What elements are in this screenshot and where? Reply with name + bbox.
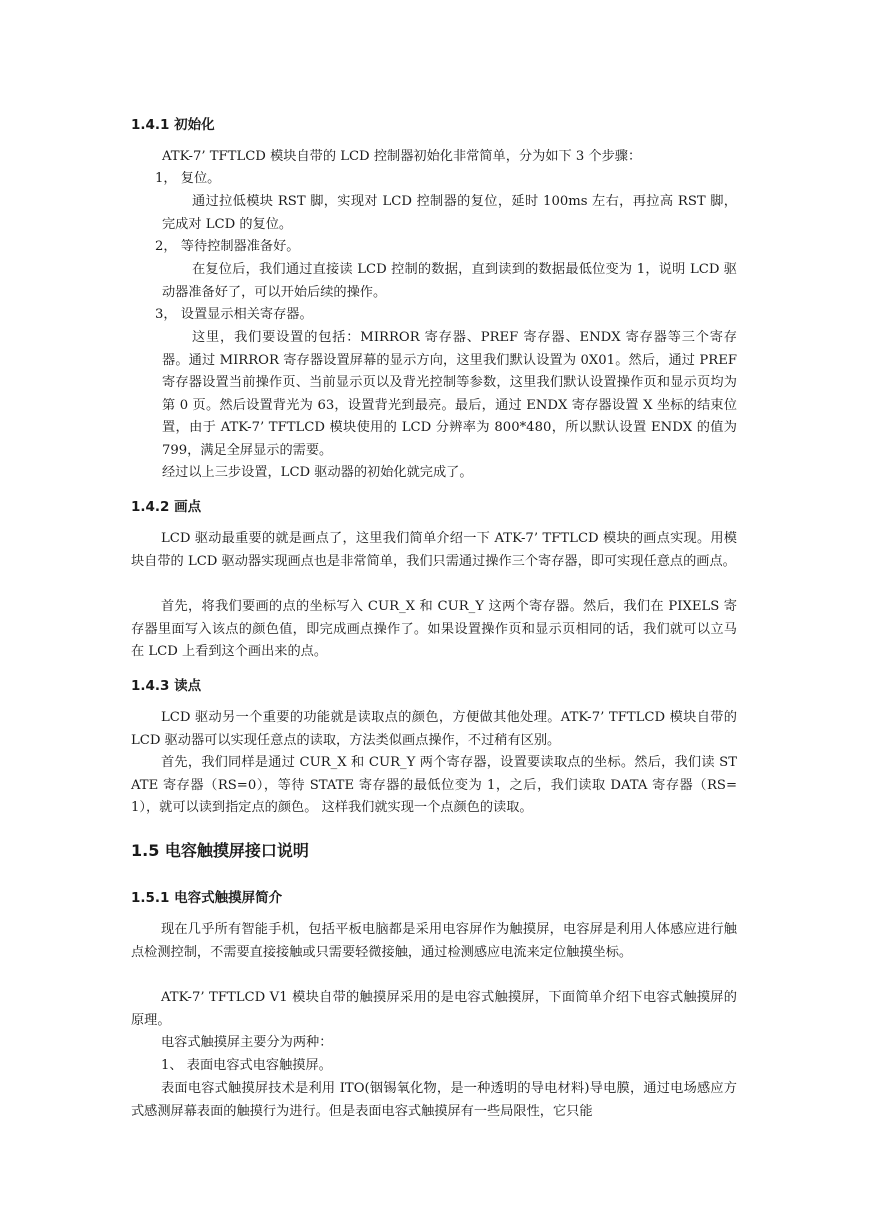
- section-heading-1-4-3: 1.4.3 读点: [131, 678, 202, 694]
- touch-type-1-title: 1、 表面电容式电容触摸屏。: [161, 1058, 332, 1073]
- touch-intro-paragraph: 现在几乎所有智能手机，包括平板电脑都是采用电容屏作为触摸屏，电容屏是利用人体感应进行触点检测控制，不需要直接接触或只需要轻微接触，通过检测感应电流来定位触摸坐标。: [131, 922, 737, 960]
- intro-paragraph: ATK-7’ TFTLCD 模块自带的 LCD 控制器初始化非常简单，分为如下 3 个步骤：: [162, 149, 642, 164]
- init-summary: 经过以上三步设置，LCD 驱动器的初始化就完成了。: [162, 465, 473, 480]
- step-3-title: 3， 设置显示相关寄存器。: [155, 307, 313, 322]
- touch-type-1-body: 表面电容式触摸屏技术是利用 ITO(铟锡氧化物，是一种透明的导电材料)导电膜，通过电场感应方式感测屏幕表面的触摸行为进行。但是表面电容式触摸屏有一些局限性，它只能: [131, 1081, 737, 1119]
- read-point-paragraph-1: LCD 驱动另一个重要的功能就是读取点的颜色，方便做其他处理。ATK-7’ TFTLCD 模块自带的 LCD 驱动器可以实现任意点的读取，方法类似画点操作，不过稍有区别。: [131, 710, 737, 748]
- step-3-body: 这里，我们要设置的包括：MIRROR 寄存器、PREF 寄存器、ENDX 寄存器等三个寄存器。通过 MIRROR 寄存器设置屏幕的显示方向，这里我们默认设置为 0X01。然后，通过 PREF 寄存器设置当前操作页、当前显示页以及背光控制等参数，这里我们默认设置操作页和显示页均为第 0 页。然后设置背光为 63，设置背光到最亮。最后，通过 ENDX 寄存器设置 X 坐标的结束位置，由于 ATK-7’ TFTLCD 模块使用的 LCD 分辨率为 800*480，所以默认设置 ENDX 的值为 799，满足全屏显示的需要。: [162, 330, 737, 458]
- touch-module-paragraph: ATK-7’ TFTLCD V1 模块自带的触摸屏采用的是电容式触摸屏，下面简单介绍下电容式触摸屏的原理。: [131, 990, 737, 1028]
- section-heading-1-5: 1.5 电容触摸屏接口说明: [131, 841, 309, 860]
- section-heading-1-4-2: 1.4.2 画点: [131, 499, 202, 515]
- section-heading-1-5-1: 1.5.1 电容式触摸屏简介: [131, 890, 283, 906]
- step-2-title: 2， 等待控制器准备好。: [155, 239, 300, 254]
- section-heading-1-4-1: 1.4.1 初始化: [131, 117, 215, 133]
- step-2-body: 在复位后，我们通过直接读 LCD 控制的数据，直到读到的数据最低位变为 1，说明 LCD 驱动器准备好了，可以开始后续的操作。: [162, 262, 737, 300]
- read-point-paragraph-2: 首先，我们同样是通过 CUR_X 和 CUR_Y 两个寄存器，设置要读取点的坐标。然后，我们读 STATE 寄存器（RS=0），等待 STATE 寄存器的最低位变为 1，之后，我们读取 DATA 寄存器（RS=1），就可以读到指定点的颜色。 这样我们就实现一个点颜色的读取。: [131, 755, 737, 816]
- draw-point-paragraph-2: 首先，将我们要画的点的坐标写入 CUR_X 和 CUR_Y 这两个寄存器。然后，我们在 PIXELS 寄存器里面写入该点的颜色值，即完成画点操作了。如果设置操作页和显示页相同的话，我们就可以立马在 LCD 上看到这个画出来的点。: [131, 599, 737, 660]
- step-1-title: 1， 复位。: [155, 171, 221, 186]
- touch-types-paragraph: 电容式触摸屏主要分为两种：: [161, 1035, 333, 1050]
- draw-point-paragraph-1: LCD 驱动最重要的就是画点了，这里我们简单介绍一下 ATK-7’ TFTLCD 模块的画点实现。用模块自带的 LCD 驱动器实现画点也是非常简单，我们只需通过操作三个寄存器，即可实现任意点的画点。: [131, 531, 737, 569]
- step-1-body: 通过拉低模块 RST 脚，实现对 LCD 控制器的复位，延时 100ms 左右，再拉高 RST 脚，完成对 LCD 的复位。: [162, 194, 737, 232]
